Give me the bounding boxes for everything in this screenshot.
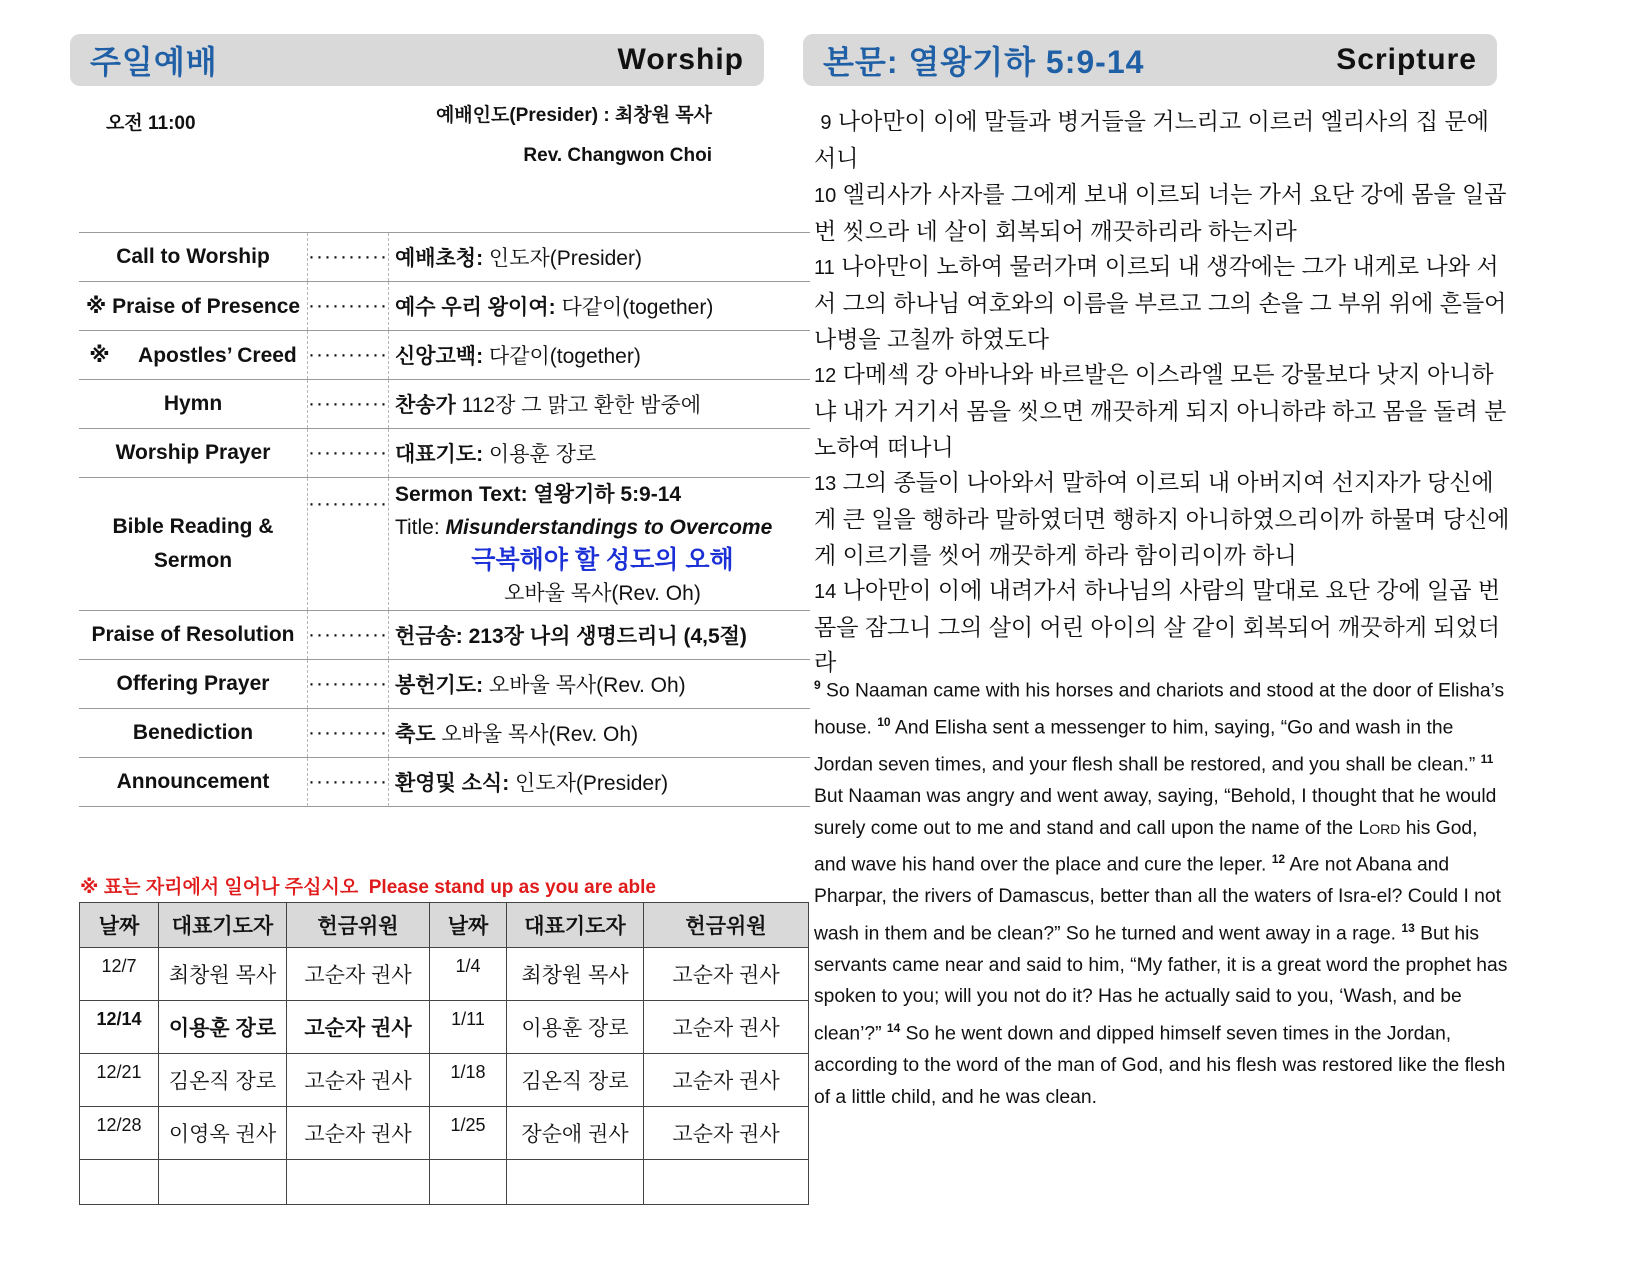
presider-en: Rev. Changwon Choi: [523, 145, 712, 166]
verse-ko: [814, 177, 1514, 250]
table-row: [80, 1001, 809, 1054]
stand-note: ※ 표는 자리에서 일어나 주십시오 Please stand up as you are able: [80, 877, 656, 898]
table-row: [80, 948, 809, 1001]
table-row: [80, 1160, 809, 1205]
order-dots: ··········: [308, 331, 389, 380]
schedule-empty-cell: [644, 1160, 809, 1205]
verse-ko: [814, 357, 1514, 465]
order-name: Benediction: [79, 709, 308, 758]
schedule-offering: 고순자 권사: [287, 948, 430, 1001]
verse-text: But Naaman was angry and went away, saying, “Behold, I thought that he would surely come out to me and stand and call upon the name of the: [814, 786, 1497, 839]
order-detail-text: 다같이(together): [483, 345, 641, 368]
order-of-worship: [79, 232, 810, 807]
schedule-offering: 고순자 권사: [287, 1001, 430, 1054]
schedule-offering: 고순자 권사: [644, 1001, 809, 1054]
verse-text: 엘리사가 사자를 그에게 보내 이르되 너는 가서 요단 강에 몸을 일곱 번 씻으라 네 살이 회복되어 깨끗하리라 하는지라: [814, 180, 1507, 244]
order-name: ※ Praise of Presence: [79, 282, 308, 331]
order-detail: [388, 429, 810, 478]
presider-info: [436, 96, 712, 176]
verse-number: 10: [814, 184, 837, 207]
schedule-date: 12/7: [80, 948, 159, 1001]
order-row: [79, 429, 810, 478]
schedule-prayer: 장순애 권사: [507, 1107, 644, 1160]
schedule-offering: 고순자 권사: [644, 948, 809, 1001]
verse-text: 나아만이 노하여 물러가며 이르되 내 생각에는 그가 내게로 나와 서서 그의 하나님 여호와의 이름을 부르고 그의 손을 그 부위 위에 흔들어 나병을 고칠까 하였도다: [814, 253, 1507, 352]
schedule-header: 대표기도자: [159, 903, 287, 948]
verse-text: 그의 종들이 나아와서 말하여 이르되 내 아버지여 선지자가 당신에게 큰 일을 행하라 말하였더면 행하지 아니하였으리이까 하물며 당신에게 이르기를 씻어 깨끗하게 하라 함이리이까 하니: [814, 468, 1510, 568]
order-detail-text: 이용훈 장로: [483, 443, 597, 466]
worship-header: [70, 34, 764, 86]
order-item-ko: 봉헌기도:: [394, 674, 484, 697]
schedule-header: 헌금위원: [644, 903, 809, 948]
order-item-ko: 헌금송:: [394, 625, 463, 648]
order-dots: ··········: [308, 478, 389, 611]
order-name: Announcement: [79, 758, 308, 807]
scripture-title-ko: 본문: 열왕기하 5:9-14: [823, 44, 1145, 80]
verse-text: 나아만이 이에 말들과 병거들을 거느리고 이르러 엘리사의 집 문에 서니: [814, 108, 1489, 172]
scripture-korean: [814, 104, 1514, 681]
order-dots: ··········: [308, 758, 389, 807]
schedule-date: 1/11: [430, 1001, 507, 1054]
worship-title-en: Worship: [617, 43, 744, 76]
schedule-prayer: 김온직 장로: [159, 1054, 287, 1107]
schedule-empty-cell: [287, 1160, 430, 1205]
schedule-header: 헌금위원: [287, 903, 430, 948]
order-row: [79, 611, 810, 660]
order-detail: [388, 380, 810, 429]
order-detail-text: 213장 나의 생명드리니 (4,5절): [462, 625, 747, 648]
lord-smallcaps: Lord: [1358, 817, 1401, 839]
schedule-prayer: 최창원 목사: [507, 948, 644, 1001]
order-detail: [388, 331, 810, 380]
verse-text: And Elisha sent a messenger to him, saying, “Go and wash in the Jordan seven times, and your flesh shall be restored, and you shall be clean.”: [814, 717, 1481, 776]
order-dots: ··········: [308, 429, 389, 478]
schedule-prayer: 이영옥 권사: [159, 1107, 287, 1160]
presider-ko: 예배인도(Presider) : 최창원 목사: [435, 105, 712, 126]
order-row: [79, 331, 810, 380]
schedule-empty-cell: [507, 1160, 644, 1205]
verse-number: 9: [820, 112, 832, 134]
scripture-english: [814, 670, 1514, 1113]
table-row: [80, 1107, 809, 1160]
schedule-header: 날짜: [80, 903, 159, 948]
order-dots: ··········: [308, 611, 389, 660]
prayer-offering-schedule: [79, 902, 809, 1205]
order-item-ko: 예배초청:: [394, 247, 484, 270]
schedule-date: 12/21: [80, 1054, 159, 1107]
schedule-date: 12/28: [80, 1107, 159, 1160]
verse-ko: [814, 573, 1514, 681]
order-row: [79, 380, 810, 429]
order-detail-text: 오바울 목사(Rev. Oh): [435, 723, 639, 746]
order-row-sermon: [79, 478, 810, 611]
order-name: Worship Prayer: [79, 429, 308, 478]
sermon-detail: [388, 478, 810, 611]
schedule-date: 12/14: [80, 1001, 159, 1054]
order-row: [79, 233, 810, 282]
order-name: Offering Prayer: [79, 660, 308, 709]
scripture-title-en: Scripture: [1336, 43, 1477, 76]
schedule-empty-cell: [430, 1160, 507, 1205]
order-detail: [388, 758, 810, 807]
schedule-offering: 고순자 권사: [644, 1054, 809, 1107]
order-name: Call to Worship: [79, 233, 308, 282]
order-name: ※ Apostles’ Creed: [79, 331, 308, 380]
verse-text: So Naaman came with his horses and chariots and stood at the door of Elisha’s house.: [814, 680, 1505, 739]
order-detail-text: 112장 그 맑고 환한 밤중에: [455, 394, 702, 417]
order-detail: [388, 709, 810, 758]
order-row: [79, 709, 810, 758]
verse-number: 13: [814, 472, 837, 495]
service-time: 오전 11:00: [106, 113, 196, 134]
schedule-empty-cell: [159, 1160, 287, 1205]
verse-number: 13: [1401, 920, 1415, 935]
sermon-title-label: Title:: [394, 516, 440, 539]
order-detail: [388, 660, 810, 709]
sermon-title-en: [395, 511, 810, 544]
schedule-offering: 고순자 권사: [644, 1107, 809, 1160]
scripture-header: [803, 34, 1497, 86]
schedule-empty-cell: [80, 1160, 159, 1205]
verse-text: his God, and wave his hand over the place and cure the leper.: [814, 817, 1478, 876]
order-name: [79, 478, 308, 611]
preacher: 오바울 목사(Rev. Oh): [504, 582, 701, 605]
order-row: [79, 282, 810, 331]
order-detail: [388, 611, 810, 660]
verse-text: Are not Abana and Pharpar, the rivers of Damascus, better than all the waters of Isra-el? Could I not wash in them and be clean?” So he turned and went away in a rage.: [814, 854, 1501, 945]
order-detail: [388, 282, 810, 331]
order-dots: ··········: [308, 380, 389, 429]
sermon-label: Bible Reading & Sermon: [112, 515, 274, 572]
order-item-ko: 찬송가: [394, 394, 456, 417]
schedule-header: 날짜: [430, 903, 507, 948]
order-dots: ··········: [308, 660, 389, 709]
order-dots: ··········: [308, 233, 389, 282]
order-item-ko: 대표기도:: [394, 443, 484, 466]
verse-number: 14: [886, 1021, 901, 1036]
order-detail-text: 인도자(Presider): [509, 772, 669, 795]
verse-number: 11: [814, 257, 835, 280]
verse-text: 나아만이 이에 내려가서 하나님의 사람의 말대로 요단 강에 일곱 번 몸을 잠그니 그의 살이 어린 아이의 살 같이 회복되어 깨끗하게 되었더라: [814, 576, 1501, 676]
order-row: [79, 660, 810, 709]
verse-ko: [814, 104, 1514, 177]
schedule-prayer: 최창원 목사: [159, 948, 287, 1001]
order-name: Hymn: [79, 380, 308, 429]
sermon-text: Sermon Text: 열왕기하 5:9-14: [394, 483, 682, 506]
order-detail-text: 다같이(together): [555, 296, 714, 319]
order-item-ko: 축도: [394, 723, 436, 746]
table-row: [80, 1054, 809, 1107]
sermon-title-ko: 극복해야 할 성도의 오해: [471, 546, 734, 574]
order-name: Praise of Resolution: [79, 611, 308, 660]
order-detail: [388, 233, 810, 282]
order-detail-text: 인도자(Presider): [483, 247, 642, 270]
order-dots: ··········: [308, 709, 389, 758]
verse-text: So he went down and dipped himself seven times in the Jordan, according to the word of the man of God, and his flesh was restored like the flesh of a little child, and he was clean.: [814, 1023, 1506, 1108]
schedule-prayer: 김온직 장로: [507, 1054, 644, 1107]
order-item-ko: 신앙고백:: [394, 345, 484, 368]
verse-number: 12: [1271, 852, 1286, 867]
schedule-header-row: [80, 903, 809, 948]
sermon-title-en-text: Misunderstandings to Overcome: [445, 516, 773, 539]
verse-ko: [814, 465, 1514, 573]
order-dots: ··········: [308, 282, 389, 331]
verse-text: 다메섹 강 아바나와 바르발은 이스라엘 모든 강물보다 낫지 아니하냐 내가 거기서 몸을 씻으면 깨끗하게 되지 아니하랴 하고 몸을 돌려 분노하여 떠나니: [814, 361, 1507, 460]
order-row: [79, 758, 810, 807]
verse-number: 11: [1480, 752, 1494, 767]
schedule-prayer: 이용훈 장로: [159, 1001, 287, 1054]
verse-number: 12: [814, 365, 837, 388]
schedule-prayer: 이용훈 장로: [507, 1001, 644, 1054]
verse-number: 9: [814, 678, 821, 692]
verse-number: 14: [814, 580, 837, 603]
schedule-date: 1/18: [430, 1054, 507, 1107]
schedule-header: 대표기도자: [507, 903, 644, 948]
verse-ko: [814, 249, 1514, 357]
order-item-ko: 예수 우리 왕이여:: [394, 296, 556, 319]
verse-text: But his servants came near and said to him, “My father, it is a great word the prophet has spoken to you; will you not do it? Has he actually said to you, ‘Wash, and be clean’?”: [814, 923, 1508, 1045]
schedule-offering: 고순자 권사: [287, 1054, 430, 1107]
verse-number: 10: [877, 715, 891, 730]
order-item-ko: 환영및 소식:: [394, 772, 510, 795]
schedule-offering: 고순자 권사: [287, 1107, 430, 1160]
worship-title-ko: 주일예배: [90, 44, 218, 80]
schedule-date: 1/4: [430, 948, 507, 1001]
order-detail-text: 오바울 목사(Rev. Oh): [483, 674, 686, 697]
schedule-date: 1/25: [430, 1107, 507, 1160]
